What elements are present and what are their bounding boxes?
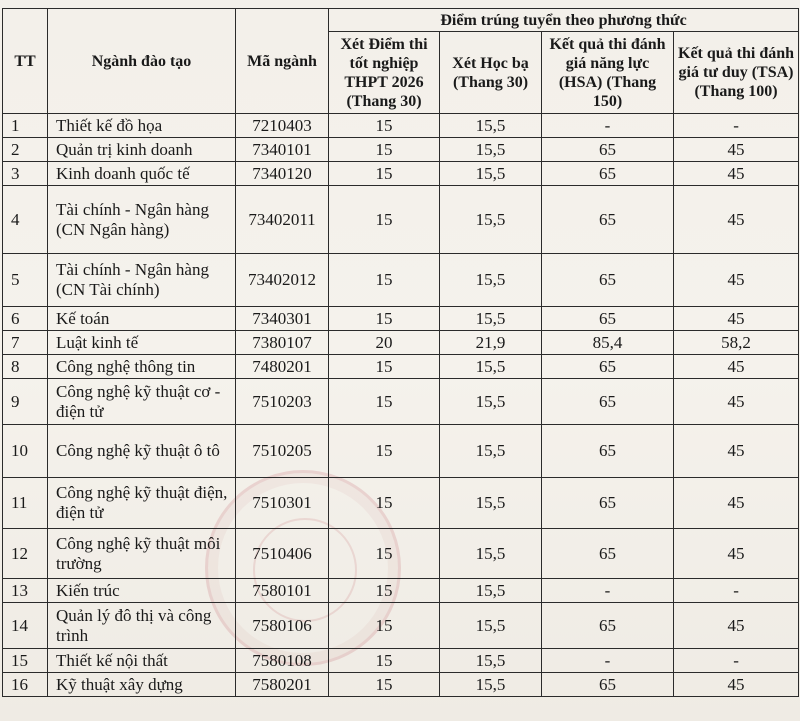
- row-score-hocba: 15,5: [440, 649, 542, 673]
- row-score-hsa: 65: [542, 529, 674, 579]
- row-major-name: Thiết kế nội thất: [48, 649, 236, 673]
- row-score-tsa: 45: [674, 307, 799, 331]
- table-row: [3, 114, 799, 138]
- row-score-hsa: 65: [542, 355, 674, 379]
- row-major-code: 7580201: [236, 673, 329, 697]
- row-score-tsa: 45: [674, 529, 799, 579]
- row-tt: 4: [3, 186, 48, 254]
- row-score-thpt: 15: [329, 114, 440, 138]
- row-score-hsa: 65: [542, 478, 674, 529]
- row-score-hocba: 15,5: [440, 254, 542, 307]
- row-score-hocba: 15,5: [440, 138, 542, 162]
- row-score-hsa: -: [542, 114, 674, 138]
- row-tt: 2: [3, 138, 48, 162]
- table-row: [3, 649, 799, 673]
- row-major-code: 7340301: [236, 307, 329, 331]
- row-tt: 11: [3, 478, 48, 529]
- row-score-thpt: 15: [329, 425, 440, 478]
- row-score-hsa: 65: [542, 425, 674, 478]
- table-row: [3, 579, 799, 603]
- table-row: [3, 186, 799, 254]
- table-row: [3, 138, 799, 162]
- row-major-name: Tài chính - Ngân hàng (CN Tài chính): [48, 254, 236, 307]
- row-major-code: 7510406: [236, 529, 329, 579]
- table-row: [3, 379, 799, 425]
- row-score-hocba: 15,5: [440, 186, 542, 254]
- row-major-name: Tài chính - Ngân hàng (CN Ngân hàng): [48, 186, 236, 254]
- row-major-name: Công nghệ kỹ thuật cơ - điện tử: [48, 379, 236, 425]
- row-score-thpt: 15: [329, 307, 440, 331]
- table-row: [3, 355, 799, 379]
- row-score-hocba: 15,5: [440, 114, 542, 138]
- row-score-hsa: 65: [542, 186, 674, 254]
- row-score-hsa: 65: [542, 379, 674, 425]
- row-score-thpt: 15: [329, 529, 440, 579]
- row-major-name: Công nghệ thông tin: [48, 355, 236, 379]
- table-row: [3, 307, 799, 331]
- row-major-name: Công nghệ kỹ thuật điện, điện tử: [48, 478, 236, 529]
- row-score-hsa: 65: [542, 307, 674, 331]
- row-score-hsa: -: [542, 649, 674, 673]
- row-score-hsa: 65: [542, 254, 674, 307]
- table-body: [3, 114, 799, 697]
- row-major-code: 7480201: [236, 355, 329, 379]
- row-score-thpt: 15: [329, 162, 440, 186]
- row-tt: 9: [3, 379, 48, 425]
- row-score-hocba: 15,5: [440, 603, 542, 649]
- row-tt: 3: [3, 162, 48, 186]
- header-methods-group: Điểm trúng tuyển theo phương thức: [329, 9, 799, 32]
- row-score-thpt: 15: [329, 579, 440, 603]
- row-score-tsa: 45: [674, 254, 799, 307]
- row-major-code: 7340101: [236, 138, 329, 162]
- row-score-thpt: 15: [329, 186, 440, 254]
- row-tt: 5: [3, 254, 48, 307]
- row-major-code: 7580101: [236, 579, 329, 603]
- row-score-tsa: 45: [674, 425, 799, 478]
- row-score-thpt: 15: [329, 138, 440, 162]
- table-row: [3, 603, 799, 649]
- row-score-thpt: 15: [329, 673, 440, 697]
- row-major-name: Luật kinh tế: [48, 331, 236, 355]
- table-row: [3, 529, 799, 579]
- row-score-hocba: 21,9: [440, 331, 542, 355]
- table-row: [3, 254, 799, 307]
- row-score-hocba: 15,5: [440, 425, 542, 478]
- row-score-thpt: 15: [329, 379, 440, 425]
- row-score-tsa: 45: [674, 355, 799, 379]
- row-major-name: Kế toán: [48, 307, 236, 331]
- row-major-code: 7340120: [236, 162, 329, 186]
- row-tt: 8: [3, 355, 48, 379]
- row-score-hocba: 15,5: [440, 673, 542, 697]
- header-code: Mã ngành: [236, 9, 329, 114]
- row-score-tsa: -: [674, 114, 799, 138]
- row-major-name: Công nghệ kỹ thuật môi trường: [48, 529, 236, 579]
- row-score-tsa: 45: [674, 162, 799, 186]
- row-major-name: Quản lý đô thị và công trình: [48, 603, 236, 649]
- row-major-name: Kỹ thuật xây dựng: [48, 673, 236, 697]
- row-major-name: Kiến trúc: [48, 579, 236, 603]
- table-row: [3, 673, 799, 697]
- row-tt: 16: [3, 673, 48, 697]
- row-score-hsa: 65: [542, 603, 674, 649]
- row-major-code: 7510203: [236, 379, 329, 425]
- row-major-code: 7580106: [236, 603, 329, 649]
- table-row: [3, 478, 799, 529]
- row-score-tsa: 45: [674, 138, 799, 162]
- header-tt: TT: [3, 9, 48, 114]
- row-major-name: Kinh doanh quốc tế: [48, 162, 236, 186]
- row-score-tsa: 45: [674, 379, 799, 425]
- row-score-thpt: 15: [329, 254, 440, 307]
- row-score-tsa: 58,2: [674, 331, 799, 355]
- header-method-hocba: Xét Học bạ (Thang 30): [440, 32, 542, 114]
- row-tt: 6: [3, 307, 48, 331]
- row-score-hsa: 85,4: [542, 331, 674, 355]
- row-score-hocba: 15,5: [440, 162, 542, 186]
- row-score-tsa: -: [674, 579, 799, 603]
- row-score-hocba: 15,5: [440, 529, 542, 579]
- row-tt: 12: [3, 529, 48, 579]
- row-tt: 7: [3, 331, 48, 355]
- row-major-name: Công nghệ kỹ thuật ô tô: [48, 425, 236, 478]
- row-tt: 14: [3, 603, 48, 649]
- row-major-code: 73402011: [236, 186, 329, 254]
- row-major-code: 7210403: [236, 114, 329, 138]
- row-score-tsa: 45: [674, 186, 799, 254]
- table-row: [3, 331, 799, 355]
- row-major-code: 7380107: [236, 331, 329, 355]
- header-method-tsa: Kết quả thi đánh giá tư duy (TSA) (Thang 100): [674, 32, 799, 114]
- row-tt: 13: [3, 579, 48, 603]
- row-major-code: 7510301: [236, 478, 329, 529]
- header-method-thpt: Xét Điểm thi tốt nghiệp THPT 2026 (Thang 30): [329, 32, 440, 114]
- row-major-code: 7580108: [236, 649, 329, 673]
- row-score-thpt: 15: [329, 603, 440, 649]
- row-major-code: 73402012: [236, 254, 329, 307]
- row-major-name: Thiết kế đồ họa: [48, 114, 236, 138]
- row-tt: 10: [3, 425, 48, 478]
- header-method-hsa: Kết quả thi đánh giá năng lực (HSA) (Thang 150): [542, 32, 674, 114]
- row-score-hocba: 15,5: [440, 307, 542, 331]
- header-major: Ngành đào tạo: [48, 9, 236, 114]
- row-score-tsa: 45: [674, 673, 799, 697]
- row-score-tsa: -: [674, 649, 799, 673]
- row-score-hocba: 15,5: [440, 579, 542, 603]
- row-score-hsa: 65: [542, 162, 674, 186]
- row-score-hsa: -: [542, 579, 674, 603]
- row-score-thpt: 15: [329, 478, 440, 529]
- row-score-hocba: 15,5: [440, 355, 542, 379]
- row-score-hsa: 65: [542, 138, 674, 162]
- row-score-hsa: 65: [542, 673, 674, 697]
- admission-scores-table: [2, 8, 799, 697]
- row-score-thpt: 20: [329, 331, 440, 355]
- row-score-hocba: 15,5: [440, 379, 542, 425]
- table-row: [3, 425, 799, 478]
- row-major-code: 7510205: [236, 425, 329, 478]
- row-score-thpt: 15: [329, 355, 440, 379]
- row-tt: 1: [3, 114, 48, 138]
- row-score-tsa: 45: [674, 603, 799, 649]
- row-major-name: Quản trị kinh doanh: [48, 138, 236, 162]
- row-score-thpt: 15: [329, 649, 440, 673]
- table-row: [3, 162, 799, 186]
- row-score-hocba: 15,5: [440, 478, 542, 529]
- row-tt: 15: [3, 649, 48, 673]
- row-score-tsa: 45: [674, 478, 799, 529]
